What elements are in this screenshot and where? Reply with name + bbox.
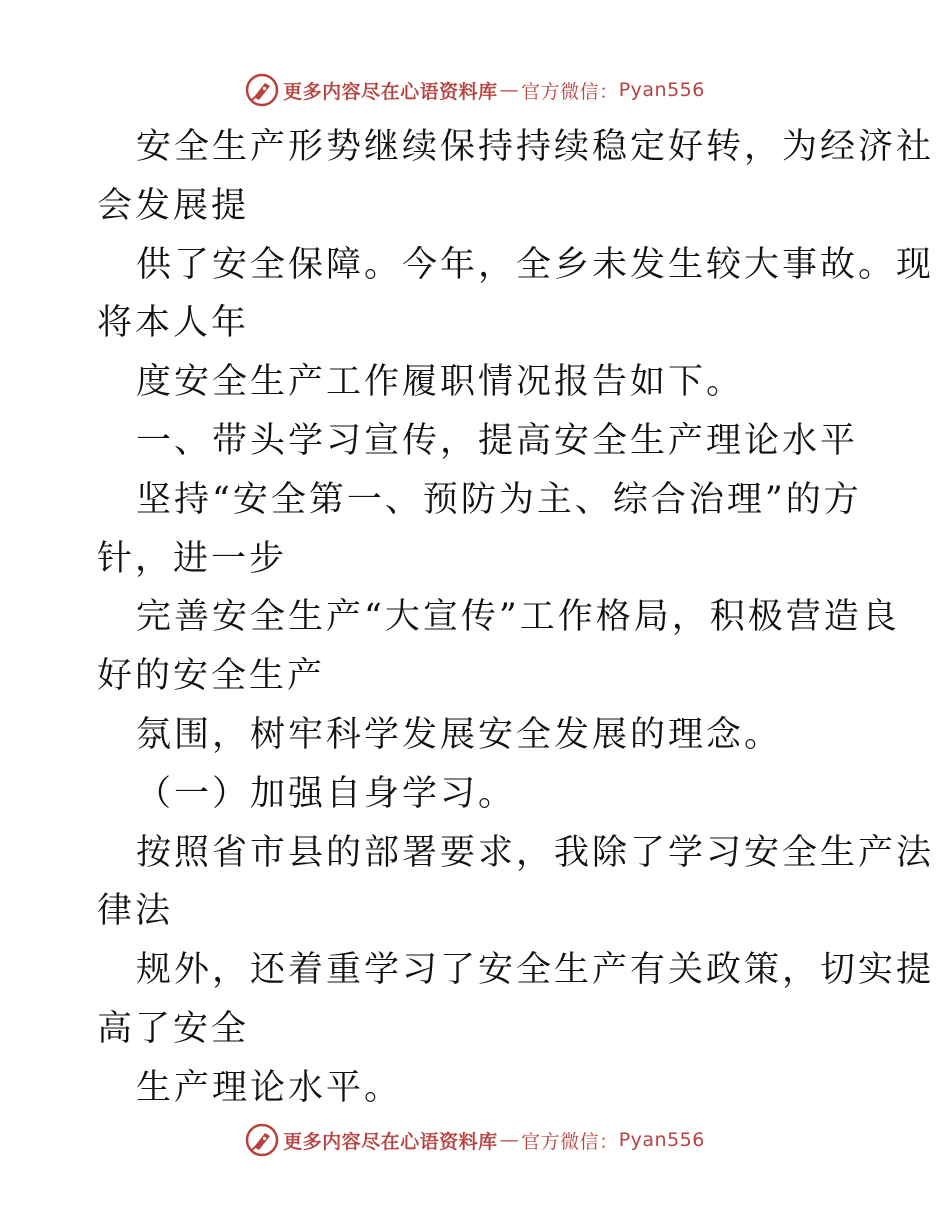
paragraph-line: 会发展提 bbox=[97, 185, 250, 226]
paragraph-line: 完善安全生产“大宣传”工作格局，积极营造良 bbox=[136, 597, 900, 638]
watermark-account: Pyan556 bbox=[618, 1129, 705, 1151]
watermark-account: Pyan556 bbox=[618, 79, 705, 101]
paragraph-line: 度安全生产工作履职情况报告如下。 bbox=[136, 362, 745, 403]
paragraph-line: 供了安全保障。今年，全乡未发生较大事故。现 bbox=[136, 244, 935, 285]
paragraph-line: 安全生产形势继续保持持续稳定好转，为经济社 bbox=[136, 127, 935, 167]
paragraph-line: 氛围，树牢科学发展安全发展的理念。 bbox=[136, 714, 783, 755]
pen-nib-logo-icon bbox=[245, 73, 279, 107]
document-body bbox=[97, 118, 935, 1118]
watermark-separator: — bbox=[499, 79, 520, 101]
footer-watermark bbox=[0, 1120, 950, 1160]
watermark-brand: 更多内容尽在心语资料库 bbox=[283, 80, 498, 103]
paragraph-line: 坚持“安全第一、预防为主、综合治理”的方 bbox=[136, 479, 862, 520]
paragraph-line: 高了安全 bbox=[97, 1008, 250, 1049]
section-heading: 一、带头学习宣传，提高安全生产理论水平 bbox=[136, 420, 859, 461]
paragraph-line: 按照省市县的部署要求，我除了学习安全生产法 bbox=[136, 832, 935, 873]
watermark-wechat-label: 官方微信： bbox=[521, 80, 619, 103]
watermark-separator: — bbox=[499, 1129, 520, 1151]
paragraph-line: 律法 bbox=[97, 891, 174, 932]
watermark-brand: 更多内容尽在心语资料库 bbox=[283, 1130, 498, 1153]
paragraph-line: 好的安全生产 bbox=[97, 656, 326, 697]
pen-nib-logo-icon bbox=[245, 1123, 279, 1157]
subsection-heading: （一）加强自身学习。 bbox=[136, 773, 517, 814]
header-watermark bbox=[0, 70, 950, 110]
paragraph-line: 生产理论水平。 bbox=[136, 1067, 403, 1108]
paragraph-line: 将本人年 bbox=[97, 303, 250, 344]
paragraph-line: 规外，还着重学习了安全生产有关政策，切实提 bbox=[136, 950, 935, 991]
watermark-wechat-label: 官方微信： bbox=[521, 1130, 619, 1153]
paragraph-line: 针，进一步 bbox=[97, 538, 288, 579]
